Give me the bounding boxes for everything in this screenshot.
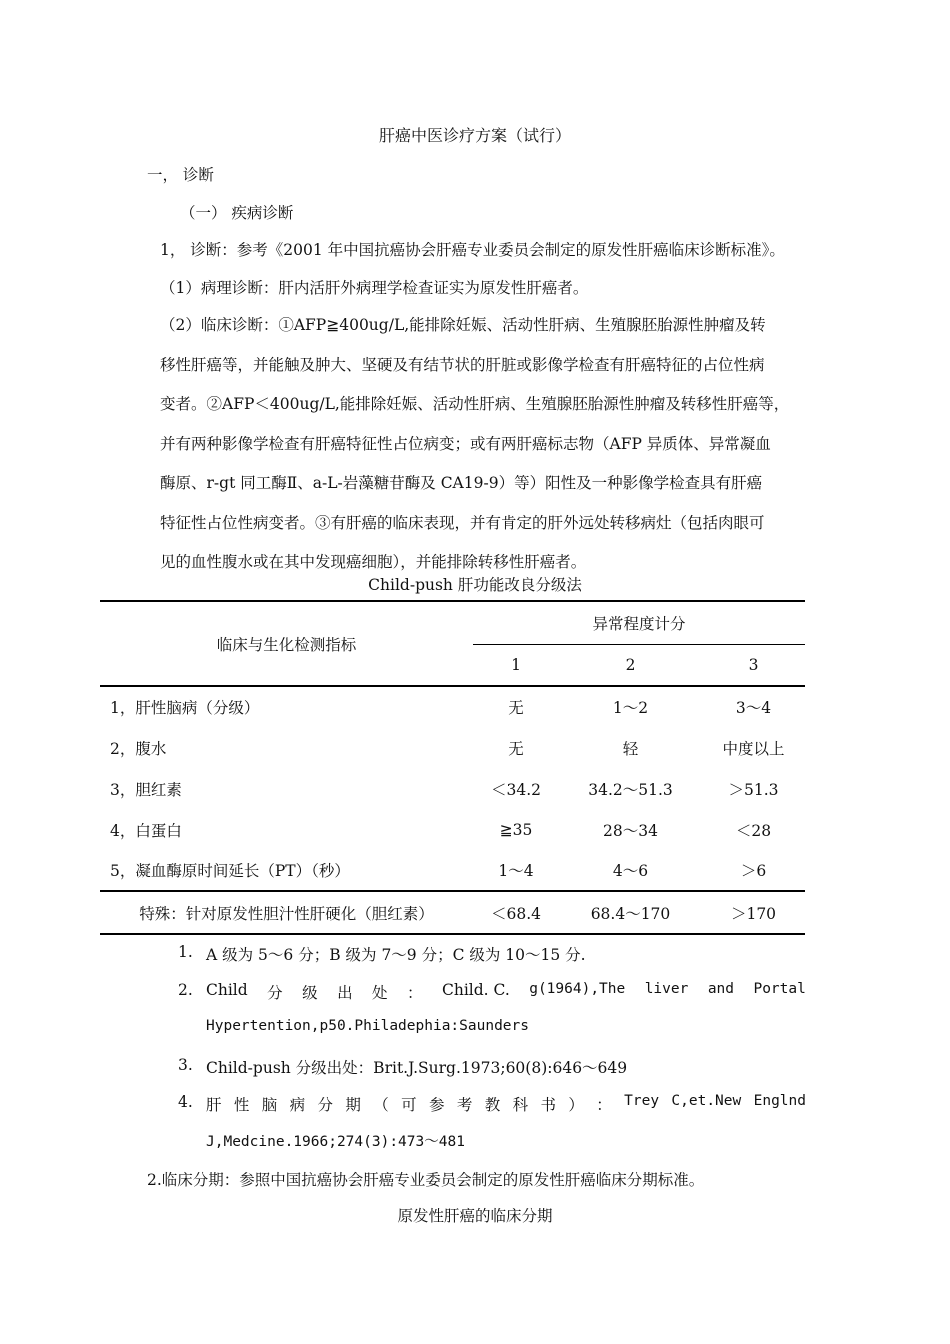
- note-4-word: C,et.New: [671, 1093, 742, 1109]
- note-4-continuation: J,Medcine.1966;274(3):473～481: [206, 1134, 465, 1150]
- item-diagnosis-reference: 1， 诊断：参考《2001 年中国抗癌协会肝癌专业委员会制定的原发性肝癌临床诊断标准》。: [160, 241, 785, 259]
- note-4-word: 参: [429, 1096, 445, 1114]
- item-pathological-diagnosis: （1）病理诊断：肝内活肝外病理学检查证实为原发性肝癌者。: [160, 279, 589, 297]
- note-2-word: Child. C.: [441, 981, 510, 999]
- note-2-word: 处: [372, 984, 388, 1002]
- note-3: Child-push 分级出处：Brit.J.Surg.1973;60(8):646～649: [206, 1059, 628, 1077]
- cell: 4～6: [612, 862, 649, 880]
- cell: ＜28: [735, 821, 772, 840]
- note-4-word: 性: [233, 1096, 250, 1114]
- item-clinical-staging: 2.临床分期：参照中国抗癌协会肝癌专业委员会制定的原发性肝癌临床分期标准。: [147, 1171, 705, 1189]
- note-4-word: Trey: [624, 1093, 660, 1109]
- table-caption: Child-push 肝功能改良分级法: [368, 576, 582, 594]
- table-row: [100, 809, 805, 850]
- cell: 无: [508, 739, 524, 758]
- cell: ＞6: [740, 862, 767, 880]
- note-2-line: [206, 981, 806, 1003]
- note-2-word: ：: [407, 984, 423, 1002]
- note-4-word: 科: [512, 1096, 529, 1114]
- cell: 无: [473, 686, 559, 727]
- clinical-line: 并有两种影像学检查有肝癌特征性占位病变；或有两肝癌标志物（AFP 异质体、异常凝血: [160, 434, 771, 453]
- section-heading-diagnosis: 一， 诊断: [147, 166, 214, 184]
- note-2-word: liver: [644, 981, 689, 997]
- note-1-number: 1.: [178, 943, 193, 961]
- row-label: 1，肝性脑病（分级）: [100, 686, 473, 727]
- header-score-2: 2: [625, 655, 636, 674]
- child-push-table: [100, 600, 805, 935]
- cell: ＜68.4: [473, 891, 559, 934]
- note-4-word: 可: [401, 1096, 417, 1114]
- header-indicator: 临床与生化检测指标: [100, 601, 473, 686]
- header-score-3: 3: [748, 655, 759, 674]
- clinical-line: 移性肝癌等，并能触及肿大、坚硬及有结节状的肝脏或影像学检查有肝癌特征的占位性病: [160, 355, 765, 374]
- table-row: [100, 686, 805, 727]
- header-score-group: 异常程度计分: [473, 601, 805, 644]
- subsection-heading-disease-diagnosis: （一） 疾病诊断: [180, 204, 294, 222]
- cell: 34.2～51.3: [588, 780, 673, 799]
- cell: 28～34: [603, 821, 658, 840]
- cell: ＞51.3: [728, 780, 779, 799]
- clinical-line: 变者。②AFP＜400ug/L,能排除妊娠、活动性肝病、生殖腺胚胎源性肿瘤及转移性肝癌等，: [160, 395, 790, 413]
- row-label: 3，胆红素: [110, 780, 182, 799]
- note-4-word: ：: [596, 1096, 612, 1114]
- cell: 中度以上: [722, 739, 785, 758]
- table-row: [100, 850, 805, 891]
- note-2-word: 出: [337, 984, 353, 1002]
- doc-title: 肝癌中医诊疗方案（试行）: [378, 126, 571, 145]
- note-4-word: 病: [289, 1096, 306, 1114]
- note-4-line: [206, 1093, 806, 1115]
- note-4-number: 4.: [178, 1093, 193, 1111]
- note-2-number: 2.: [178, 981, 193, 999]
- cell: ＜34.2: [490, 780, 541, 799]
- row-label: 特殊：针对原发性胆汁性肝硬化（胆红素）: [100, 891, 473, 934]
- note-2-word: 分: [267, 984, 283, 1002]
- staging-subtitle: 原发性肝癌的临床分期: [397, 1207, 553, 1225]
- clinical-line: （2）临床诊断：①AFP≧400ug/L,能排除妊娠、活动性肝病、生殖腺胚胎源性肿瘤及转: [160, 316, 766, 334]
- note-4-word: 教: [484, 1096, 501, 1114]
- clinical-diagnosis-paragraph: [160, 306, 808, 583]
- note-1: A 级为 5～6 分；B 级为 7～9 分；C 级为 10～15 分.: [206, 946, 586, 964]
- note-4-word: 分: [317, 1096, 334, 1114]
- clinical-line: 特征性占位性病变者。③有肝癌的临床表现，并有肯定的肝外远处转移病灶（包括肉眼可: [160, 513, 765, 532]
- cell: 68.4～170: [559, 891, 702, 934]
- note-2-continuation: Hypertention,p50.Philadephia:Saunders: [206, 1018, 530, 1034]
- note-2-word: g(1964),The: [529, 981, 626, 997]
- cell: 1～4: [498, 862, 534, 880]
- table-row: [100, 768, 805, 809]
- table-row-special: [100, 891, 805, 934]
- note-4-word: ）: [568, 1096, 584, 1114]
- row-label: 5，凝血酶原时间延长（PT）（秒）: [110, 862, 350, 880]
- table-row: [100, 727, 805, 768]
- header-score-1: 1: [511, 655, 521, 674]
- cell: 轻: [622, 739, 639, 758]
- note-2-word: 级: [302, 984, 318, 1002]
- note-2-word: Portal: [753, 981, 806, 997]
- cell: ＞170: [702, 891, 805, 934]
- row-label: 2，腹水: [110, 739, 167, 758]
- note-4-word: （: [373, 1096, 389, 1114]
- note-4-word: Englnd: [753, 1093, 806, 1109]
- note-4-word: 书: [540, 1096, 557, 1114]
- note-4-word: 考: [456, 1096, 473, 1114]
- note-3-number: 3.: [178, 1056, 193, 1074]
- row-label: 4，白蛋白: [110, 821, 182, 840]
- note-2-word: and: [707, 981, 735, 997]
- note-4-word: 脑: [261, 1096, 278, 1114]
- cell: 1～2: [559, 686, 702, 727]
- cell: 3～4: [702, 686, 805, 727]
- note-4-word: 期: [345, 1096, 361, 1114]
- cell: ≧35: [499, 820, 533, 839]
- clinical-line: 见的血性腹水或在其中发现癌细胞），并能排除转移性肝癌者。: [160, 553, 587, 571]
- clinical-line: 酶原、r-gt 同工酶Ⅱ、a-L-岩藻糖苷酶及 CA19-9）等）阳性及一种影像学检查具有肝癌: [160, 474, 763, 492]
- note-4-word: 肝: [206, 1096, 222, 1114]
- note-2-word: Child: [206, 981, 248, 999]
